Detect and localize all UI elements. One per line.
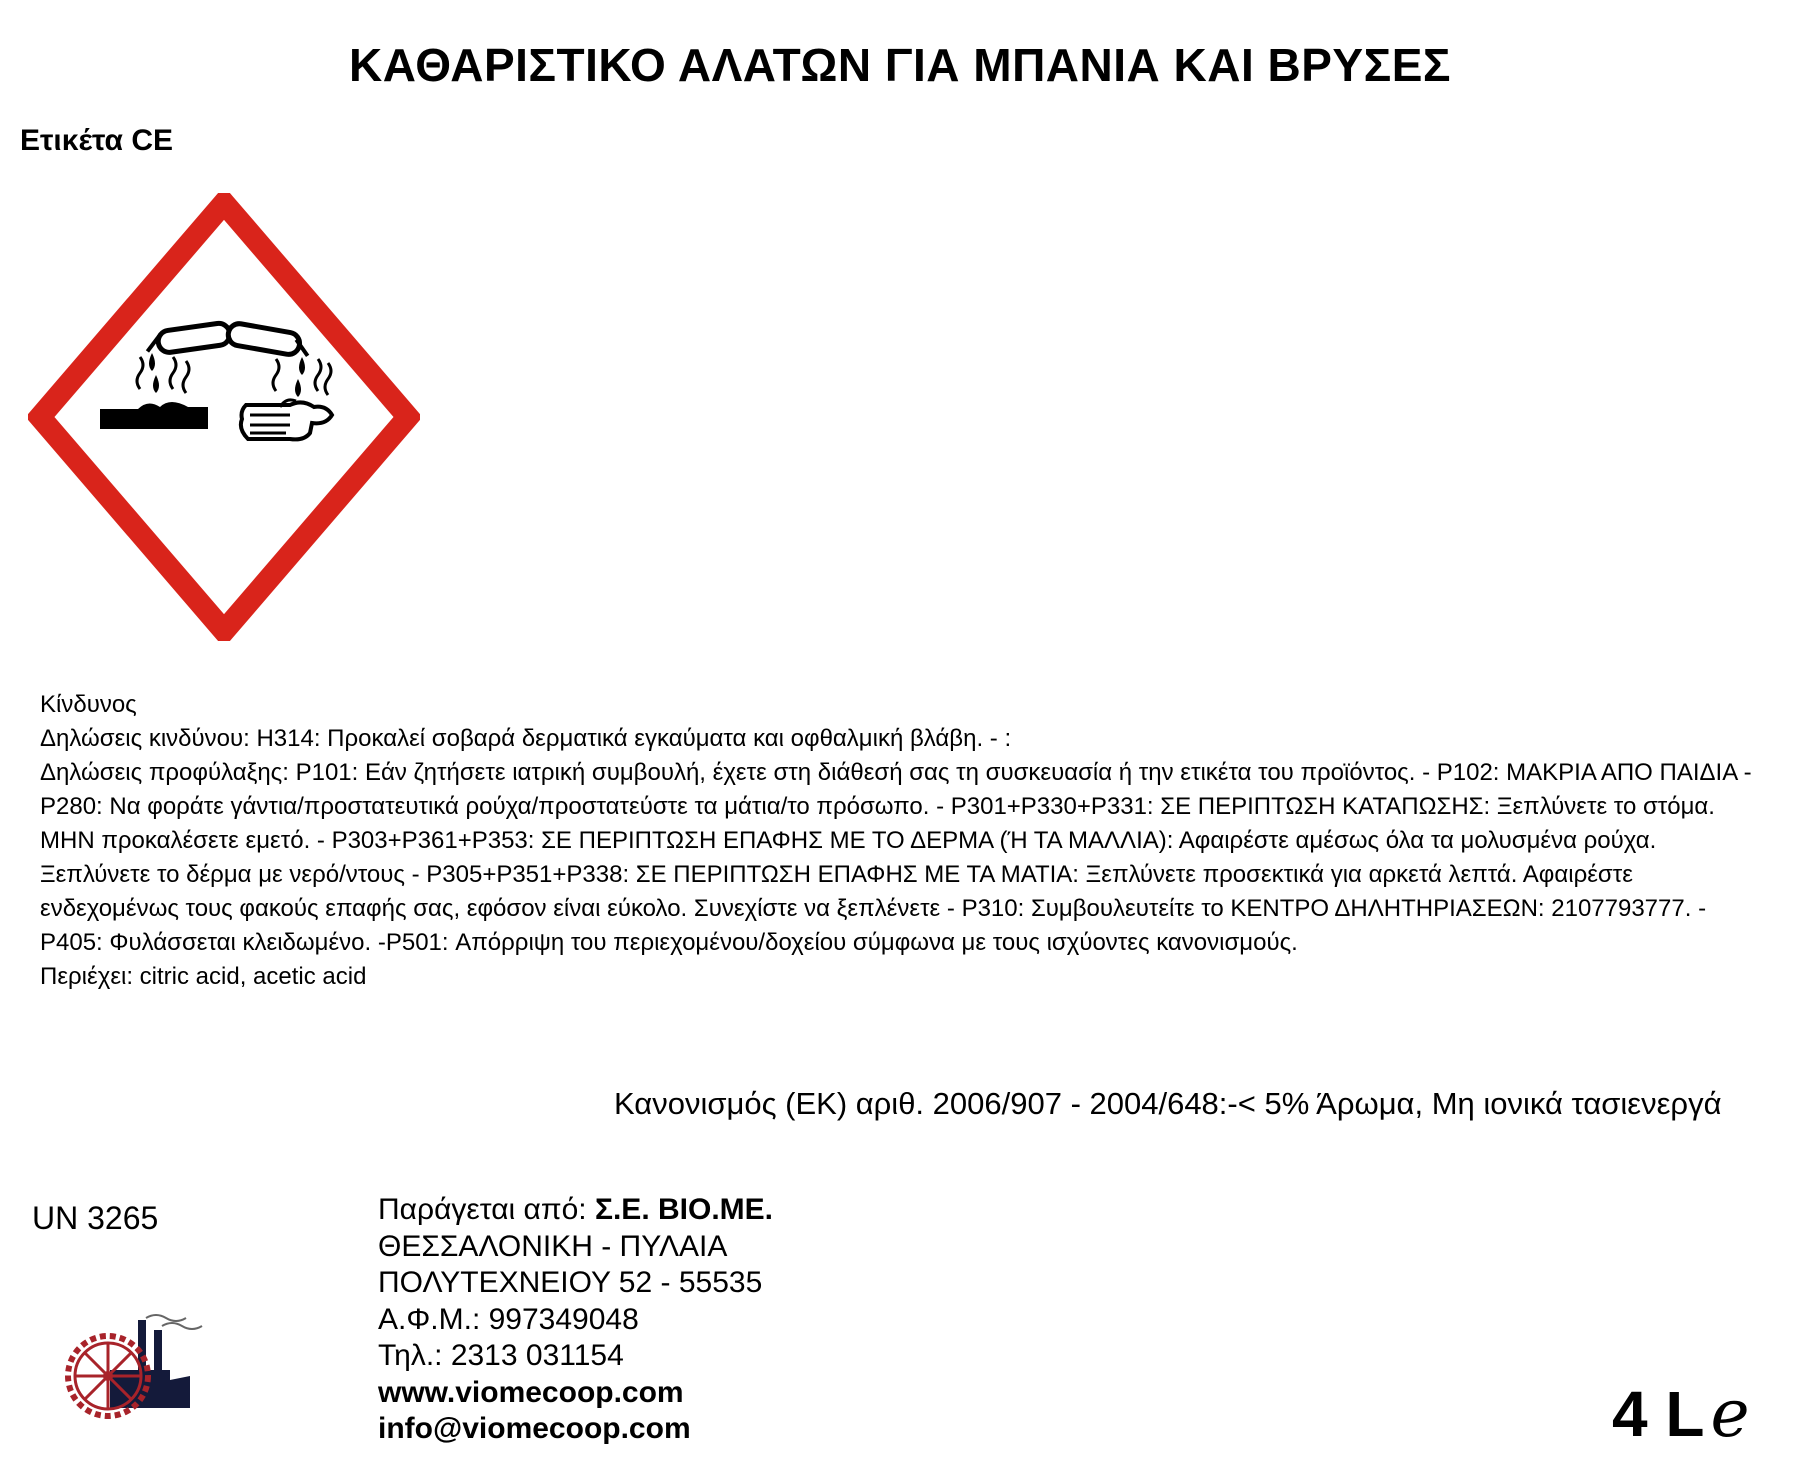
producer-line <box>378 1192 773 1229</box>
hazard-information <box>40 688 1760 994</box>
ghs-corrosion-icon <box>28 193 420 641</box>
viome-factory-gear-logo-icon <box>50 1300 210 1430</box>
signal-word: Κίνδυνος <box>40 691 137 718</box>
precautionary-statements: Δηλώσεις προφύλαξης: P101: Εάν ζητήσετε ιατρική συμβουλή, έχετε στη διάθεσή σας τη συσκευασία ή την ετικέτα του προϊόντος. - P102: ΜΑΚΡΙΑ ΑΠΟ ΠΑΙΔΙΑ - P280: Να φοράτε γάντια/προστατευτικά ρούχα/προστατεύστε τα μάτια/το πρόσωπο. - P301+P330+P331: ΣΕ ΠΕΡΙΠΤΩΣΗ ΚΑΤΑΠΩΣΗΣ: Ξεπλύνετε το στόμα. ΜΗΝ προκαλέσετε εμετό. - P303+P361+P353: ΣΕ ΠΕΡΙΠΤΩΣΗ ΕΠΑΦΗΣ ΜΕ ΤΟ ΔΕΡΜΑ (Ή ΤΑ ΜΑΛΛΙΑ): Αφαιρέστε αμέσως όλα τα μολυσμένα ρούχα. Ξεπλύνετε το δέρμα με νερό/ντους - P305+P351+P338: ΣΕ ΠΕΡΙΠΤΩΣΗ ΕΠΑΦΗΣ ΜΕ ΤΑ ΜΑΤΙΑ: Ξεπλύνετε προσεκτικά για αρκετά λεπτά. Αφαιρέστε ενδεχομένως τους φακούς επαφής σας, εφόσον είναι εύκολο. Συνεχίστε να ξεπλένετε - P310: Συμβουλευτείτε το ΚΕΝΤΡΟ ΔΗΛΗΤΗΡΙΑΣΕΩΝ: 2107793777. - P405: Φυλάσσεται κλειδωμένο. -P501: Απόρριψη του περιεχομένου/δοχείου σύμφωνα με τους ισχύοντες κανονισμούς. <box>40 759 1752 956</box>
producer-tax-id: Α.Φ.Μ.: 997349048 <box>378 1302 639 1336</box>
producer-name: Σ.Ε. ΒΙΟ.ΜΕ. <box>594 1193 773 1226</box>
volume-amount: 4 L <box>1612 1378 1705 1450</box>
regulation-note: Κανονισμός (ΕΚ) αριθ. 2006/907 - 2004/648:-< 5% Άρωμα, Μη ιονικά τασιενεργά <box>614 1086 1722 1121</box>
producer-label: Παράγεται από: <box>378 1193 595 1226</box>
product-title: ΚΑΘΑΡΙΣΤΙΚΟ ΑΛΑΤΩΝ ΓΙΑ ΜΠΑΝΙΑ ΚΑΙ ΒΡΥΣΕΣ <box>349 39 1451 91</box>
producer-website-link[interactable]: www.viomecoop.com <box>378 1375 684 1409</box>
estimated-sign: ℯ <box>1710 1375 1750 1452</box>
producer-address: ΠΟΛΥΤΕΧΝΕΙΟΥ 52 - 55535 <box>378 1266 763 1299</box>
producer-phone: Τηλ.: 2313 031154 <box>378 1339 624 1372</box>
producer-city: ΘΕΣΣΑΛΟΝΙΚΗ - ΠΥΛΑΙΑ <box>378 1229 728 1263</box>
contains-ingredients: Περιέχει: citric acid, acetic acid <box>40 963 367 990</box>
volume-mark <box>1612 1375 1750 1452</box>
un-number: UN 3265 <box>32 1200 159 1236</box>
producer-info <box>378 1192 773 1448</box>
producer-email-link[interactable]: info@viomecoop.com <box>378 1412 691 1445</box>
hazard-statements: Δηλώσεις κινδύνου: H314: Προκαλεί σοβαρά δερματικά εγκαύματα και οφθαλμική βλάβη. - : <box>40 725 1012 752</box>
label-subtitle: Ετικέτα CE <box>20 124 174 157</box>
